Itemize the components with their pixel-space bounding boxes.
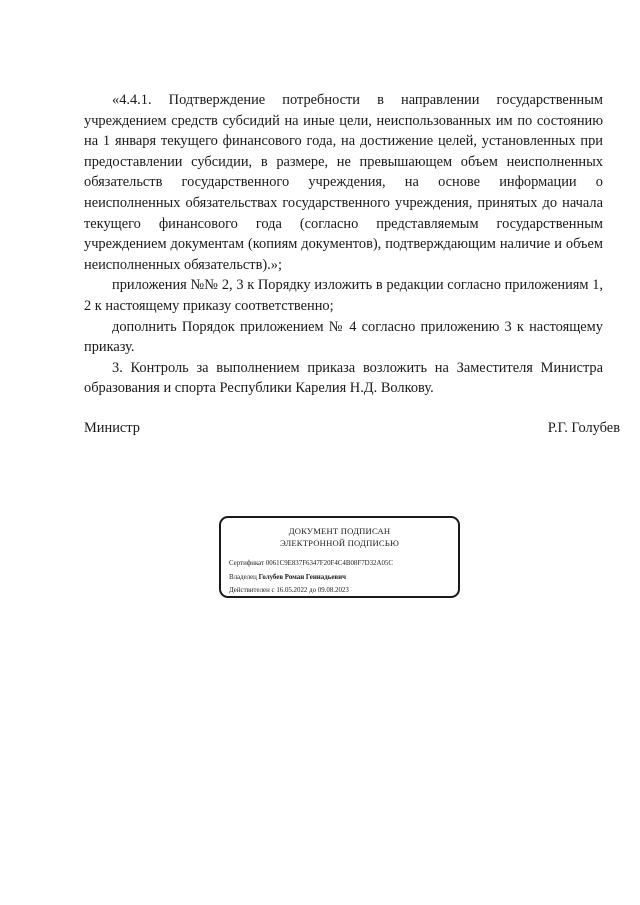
stamp-valid-from: 16.05.2022 xyxy=(276,587,308,594)
stamp-owner xyxy=(229,573,346,582)
stamp-certificate-label: Сертификат xyxy=(229,560,265,567)
paragraph-control: 3. Контроль за выполнением приказа возложить на Заместителя Министра образования и спорта Республики Карелия Н.Д. Волкову. xyxy=(84,359,603,397)
stamp-validity xyxy=(229,586,349,595)
stamp-valid-to-label: до xyxy=(309,587,317,594)
stamp-valid-to: 09.08.2023 xyxy=(317,587,349,594)
stamp-title-line-2: ЭЛЕКТРОННОЙ ПОДПИСЬЮ xyxy=(279,537,399,548)
stamp-valid-label: Действителен xyxy=(229,587,270,594)
stamp-owner-label: Владелец xyxy=(229,574,257,581)
stamp-title-line-1: ДОКУМЕНТ ПОДПИСАН xyxy=(288,526,391,536)
document-body xyxy=(84,90,603,399)
signatory-name: Р.Г. Голубев xyxy=(547,420,620,436)
stamp-certificate-value: 0061C9E837F6347F20F4C4B08F7D32A05C xyxy=(265,560,393,567)
stamp-title xyxy=(221,526,458,549)
paragraph-4-4-1: «4.4.1. Подтверждение потребности в направлении государственным учреждением средств субсидий на иные цели, неиспользованных им по состоянию на 1 января текущего финансового года, на достижение целей, установленных при предоставлении субсидии, в размере, не превышающем объем неисполненных обязательств государственного учреждения, на основе информации о неисполненных обязательствах государственного учреждения, принятых до начала текущего финансового года (согласно представляемым государственным учреждением документам (копиям документов), подтверждающим наличие и объем неисполненных обязательств).»; xyxy=(84,92,603,273)
paragraph-add-appendix: дополнить Порядок приложением № 4 согласно приложению 3 к настоящему приказу. xyxy=(84,318,603,356)
paragraph-appendices: приложения №№ 2, 3 к Порядку изложить в редакции согласно приложениям 1, 2 к настоящему приказу соответственно; xyxy=(84,277,603,314)
signatory-position: Министр xyxy=(84,420,140,436)
stamp-owner-value: Голубев Роман Геннадьевич xyxy=(258,574,346,581)
electronic-signature-stamp xyxy=(219,516,460,598)
stamp-valid-from-label: с xyxy=(271,587,275,594)
stamp-certificate xyxy=(229,559,393,568)
